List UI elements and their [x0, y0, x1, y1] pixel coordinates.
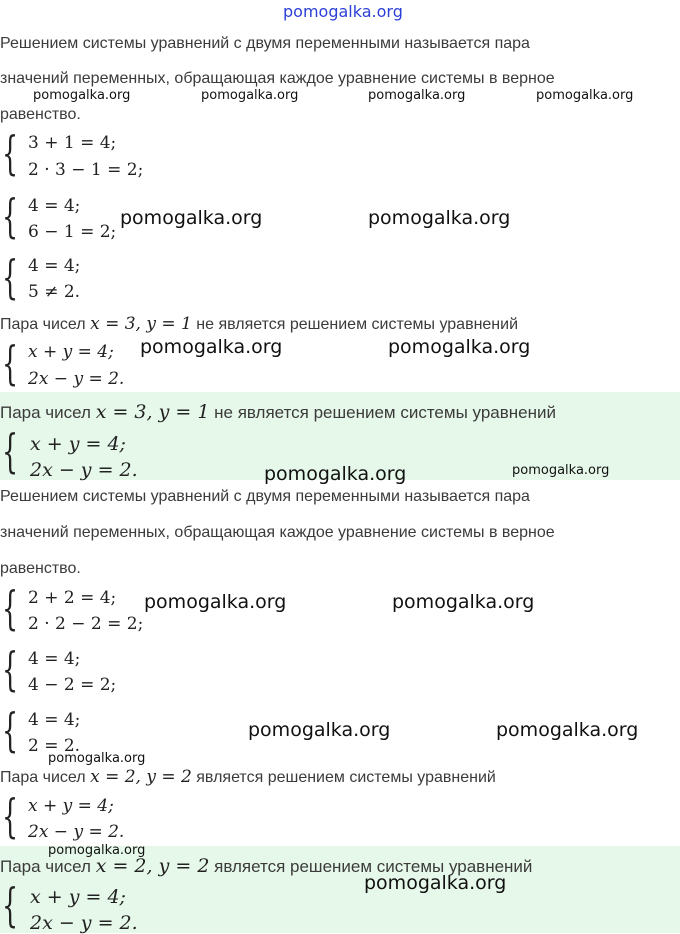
system-brace: {	[2, 789, 19, 843]
system-line: 2 = 2.	[28, 736, 81, 756]
system-line: 4 = 4;	[28, 649, 81, 669]
system-line: 2x − y = 2.	[30, 459, 138, 481]
watermark: pomogalka.org	[144, 591, 287, 613]
system-brace: {	[2, 336, 19, 390]
watermark: pomogalka.org	[392, 591, 535, 613]
system-line: 4 − 2 = 2;	[28, 675, 117, 695]
watermark: pomogalka.org	[33, 88, 131, 103]
system-line: x + y = 4;	[30, 886, 126, 908]
highlight-conclusion: Пара чисел x = 3, y = 1 не является решением системы уравнений	[0, 401, 556, 423]
system-brace: {	[2, 581, 19, 635]
definition-line-2: значений переменных, обращающая каждое уравнение системы в верное	[0, 524, 555, 541]
watermark: pomogalka.org	[248, 719, 391, 741]
conclusion-line: Пара чисел x = 2, y = 2 является решением системы уравнений	[0, 767, 496, 787]
system-line: x + y = 4;	[30, 433, 126, 455]
system-line: 2x − y = 2.	[28, 369, 125, 389]
definition-line-1: Решением системы уравнений с двумя переменными называется пара	[0, 488, 530, 505]
system-line: 2 · 3 − 1 = 2;	[28, 160, 144, 180]
system-line: 3 + 1 = 4;	[28, 133, 117, 153]
system-brace: {	[2, 250, 19, 304]
system-brace: {	[2, 424, 19, 478]
system-line: 6 − 1 = 2;	[28, 222, 117, 242]
definition-line-3: равенство.	[0, 560, 81, 577]
watermark: pomogalka.org	[388, 336, 531, 358]
watermark-top: pomogalka.org	[283, 2, 403, 21]
system-line: 4 = 4;	[28, 196, 81, 216]
conclusion-line: Пара чисел x = 3, y = 1 не является решением системы уравнений	[0, 314, 519, 334]
watermark: pomogalka.org	[364, 872, 507, 894]
system-brace: {	[2, 126, 19, 180]
system-line: 4 = 4;	[28, 256, 81, 276]
system-line: 2 + 2 = 4;	[28, 588, 117, 608]
watermark: pomogalka.org	[48, 751, 146, 766]
system-brace: {	[2, 878, 19, 932]
watermark: pomogalka.org	[368, 88, 466, 103]
system-brace: {	[2, 189, 19, 243]
watermark: pomogalka.org	[512, 463, 610, 478]
watermark: pomogalka.org	[368, 207, 511, 229]
system-line: x + y = 4;	[28, 342, 114, 362]
system-line: 2x − y = 2.	[28, 822, 125, 842]
system-brace: {	[2, 703, 19, 757]
system-line: 2 · 2 − 2 = 2;	[28, 614, 144, 634]
watermark: pomogalka.org	[496, 719, 639, 741]
watermark: pomogalka.org	[536, 88, 634, 103]
definition-line-3: равенство.	[0, 106, 81, 123]
watermark: pomogalka.org	[140, 336, 283, 358]
watermark: pomogalka.org	[264, 463, 407, 485]
definition-line-1: Решением системы уравнений с двумя переменными называется пара	[0, 35, 530, 52]
system-line: 4 = 4;	[28, 710, 81, 730]
definition-line-2: значений переменных, обращающая каждое уравнение системы в верное	[0, 70, 555, 87]
system-line: 2x − y = 2.	[30, 912, 138, 934]
watermark: pomogalka.org	[120, 207, 263, 229]
highlight-conclusion: Пара чисел x = 2, y = 2 является решением системы уравнений	[0, 855, 533, 877]
system-brace: {	[2, 642, 19, 696]
watermark: pomogalka.org	[201, 88, 299, 103]
system-line: x + y = 4;	[28, 796, 114, 816]
system-line: 5 ≠ 2.	[28, 282, 81, 302]
watermark: pomogalka.org	[48, 843, 146, 858]
